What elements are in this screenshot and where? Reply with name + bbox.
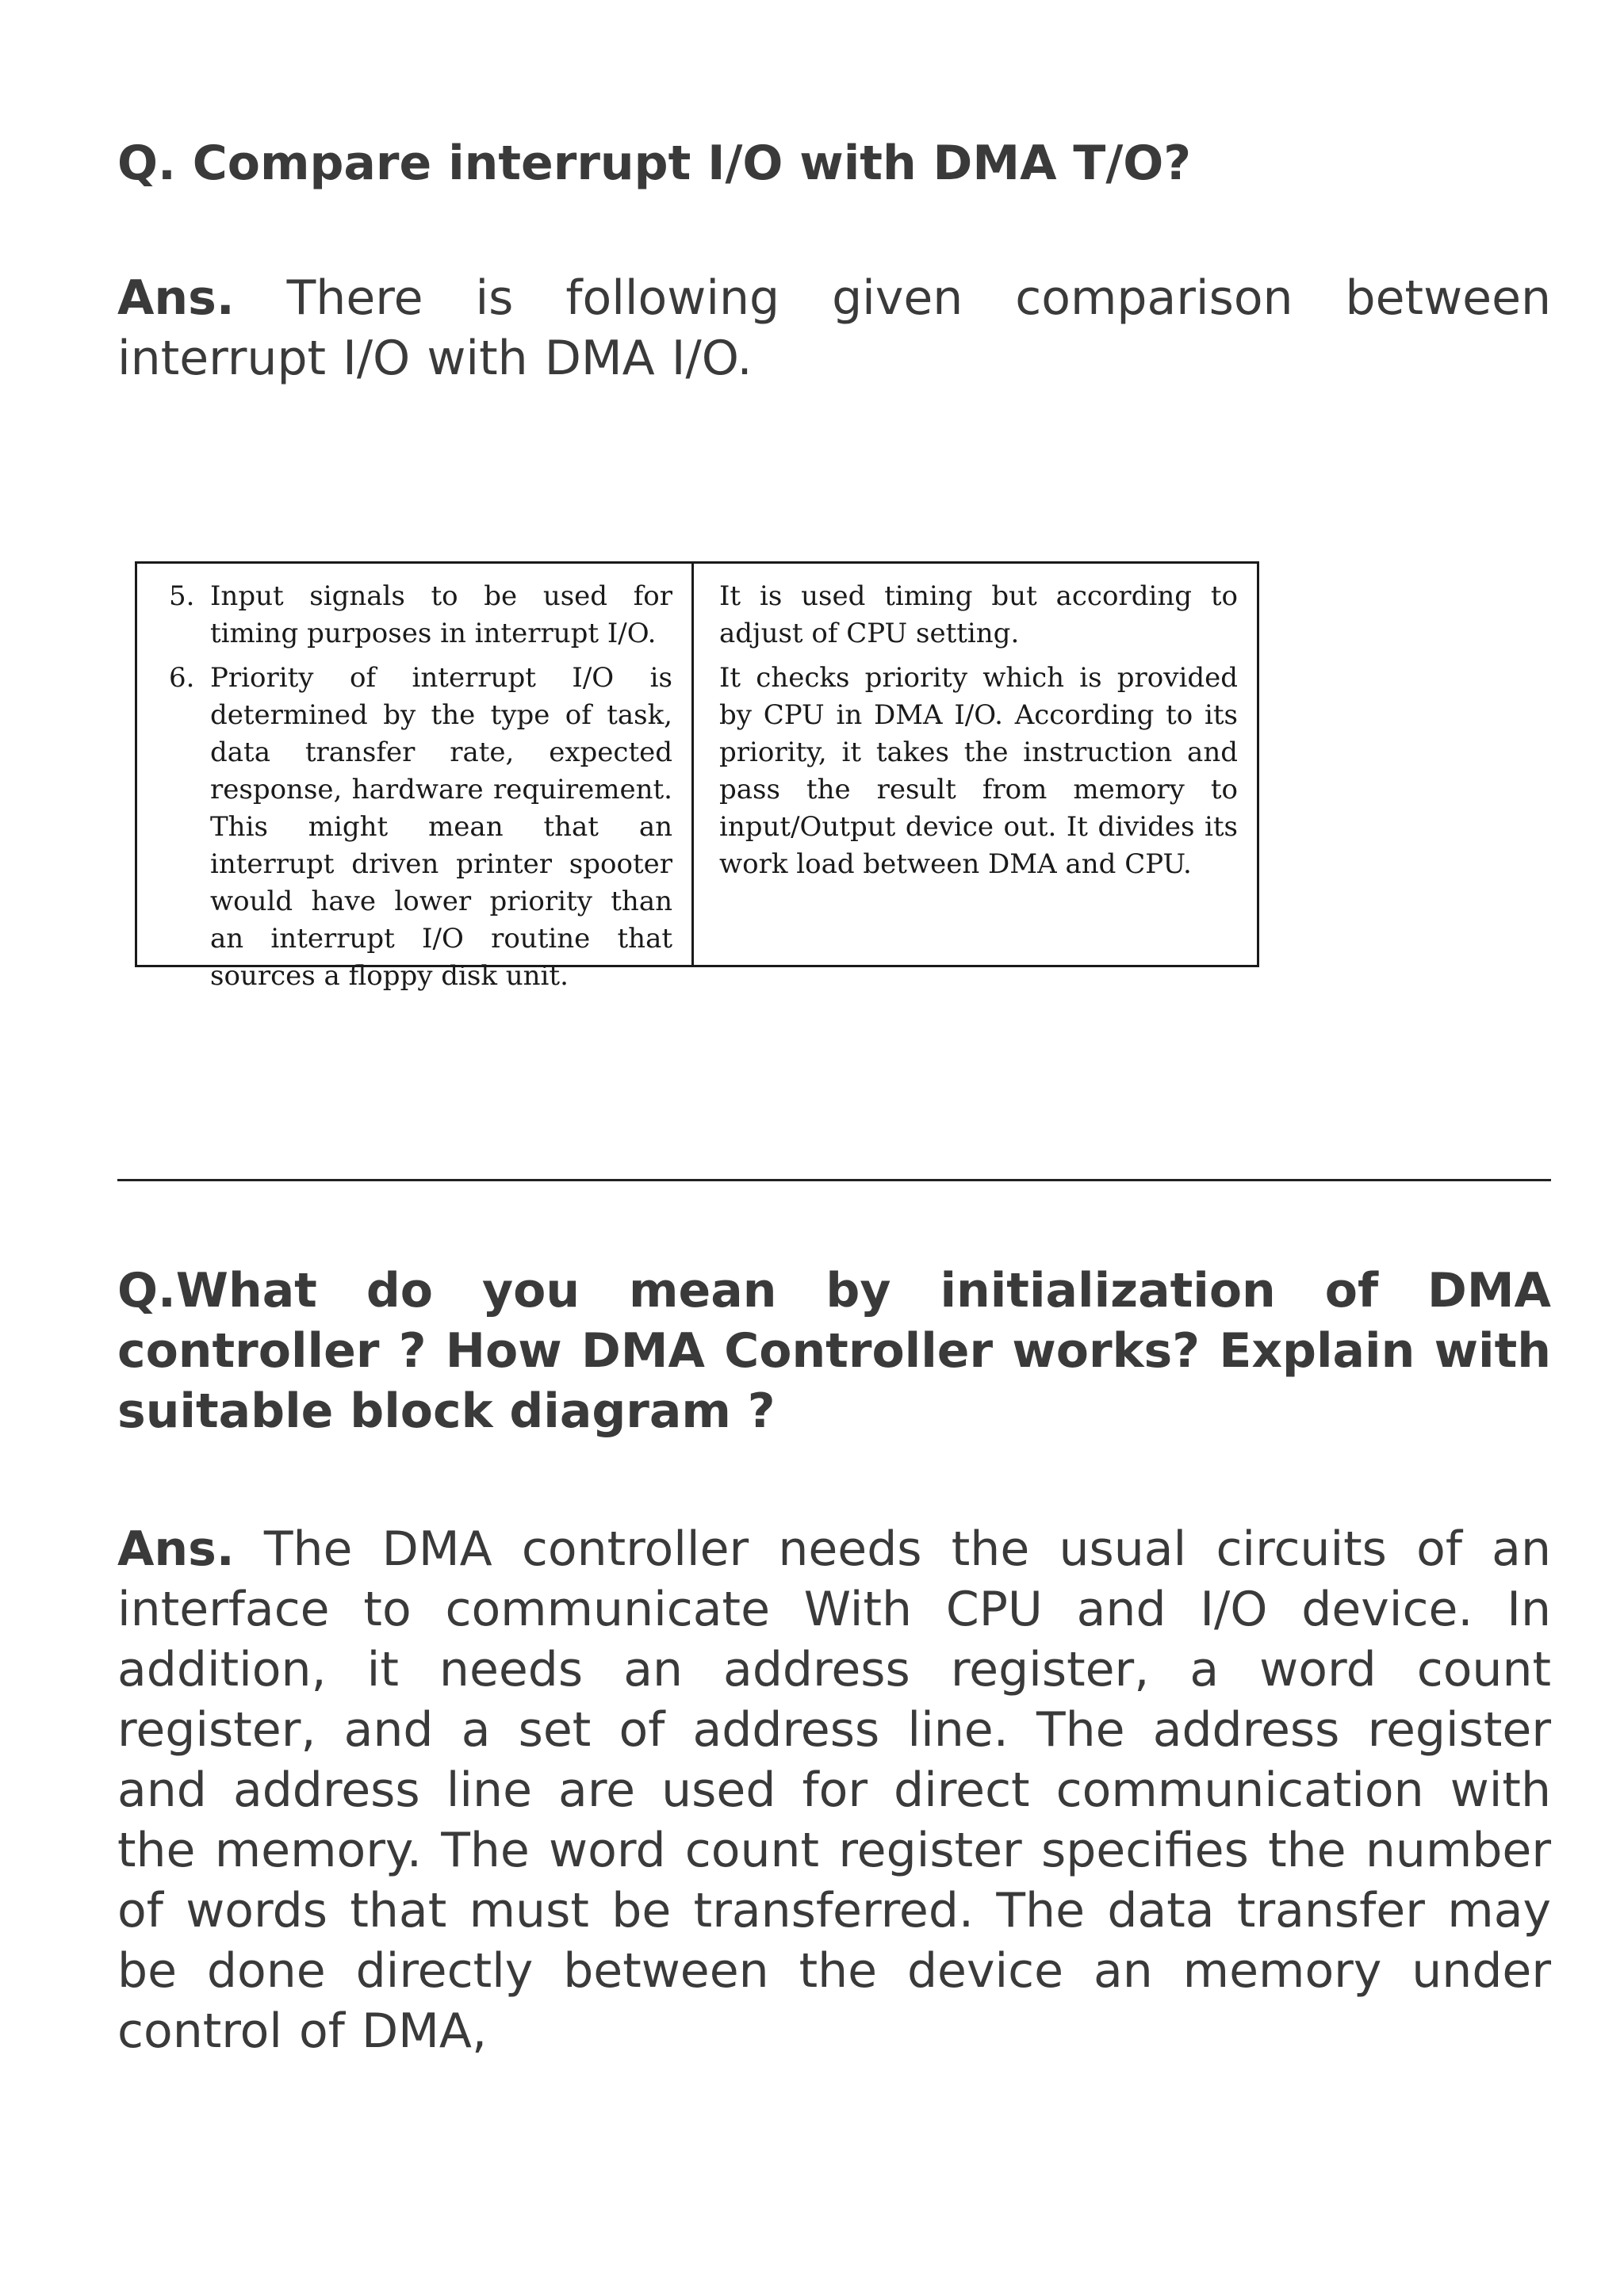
item-number: 5. [169, 580, 195, 612]
item-number: 6. [169, 662, 195, 694]
answer-text: The DMA controller needs the usual circuits of an interface to communicate With CPU and I/O device. In addition, it needs an address register, a word count register, and a set of address line. The address register and address line are used for direct communication with the memory. The word count register specifies the number of words that must be transferred. The data transfer may be done directly between the device an memory under control of DMA, [117, 1521, 1551, 2059]
question-heading-1: Q. Compare interrupt I/O with DMA T/O? [117, 136, 1192, 191]
answer-paragraph-1 [117, 268, 1551, 388]
interrupt-io-column [137, 564, 694, 992]
answer-text: There is following given comparison between interrupt I/O with DMA I/O. [117, 270, 1552, 386]
comparison-table-scan [135, 561, 1259, 992]
answer-paragraph-2 [117, 1519, 1551, 2061]
answer-label: Ans. [117, 270, 235, 326]
table-row-6-left [169, 660, 672, 995]
question-heading-2: Q.What do you mean by initialization of DMA controller ? How DMA Controller works? Explain with suitable block diagram ? [117, 1263, 1551, 1439]
item-text: Priority of interrupt I/O is determined by the type of task, data transfer rate, expected response, hardware requirement. This might mean that an interrupt driven printer spooter would have lower priority than an interrupt I/O routine that sources a floppy disk unit. [210, 662, 672, 992]
table-row-5-right: It is used timing but according to adjust of CPU setting. [719, 580, 1238, 649]
item-text: Input signals to be used for timing purposes in interrupt I/O. [210, 580, 672, 649]
table-row-6-right: It checks priority which is provided by CPU in DMA I/O. According to its priority, it takes the instruction and pass the result from memory to input/Output device out. It divides its work load between DMA and CPU. [719, 662, 1238, 880]
dma-io-column [694, 564, 1257, 965]
section-divider [117, 1179, 1551, 1181]
answer-label: Ans. [117, 1521, 235, 1577]
table-row-5-left [169, 578, 672, 652]
